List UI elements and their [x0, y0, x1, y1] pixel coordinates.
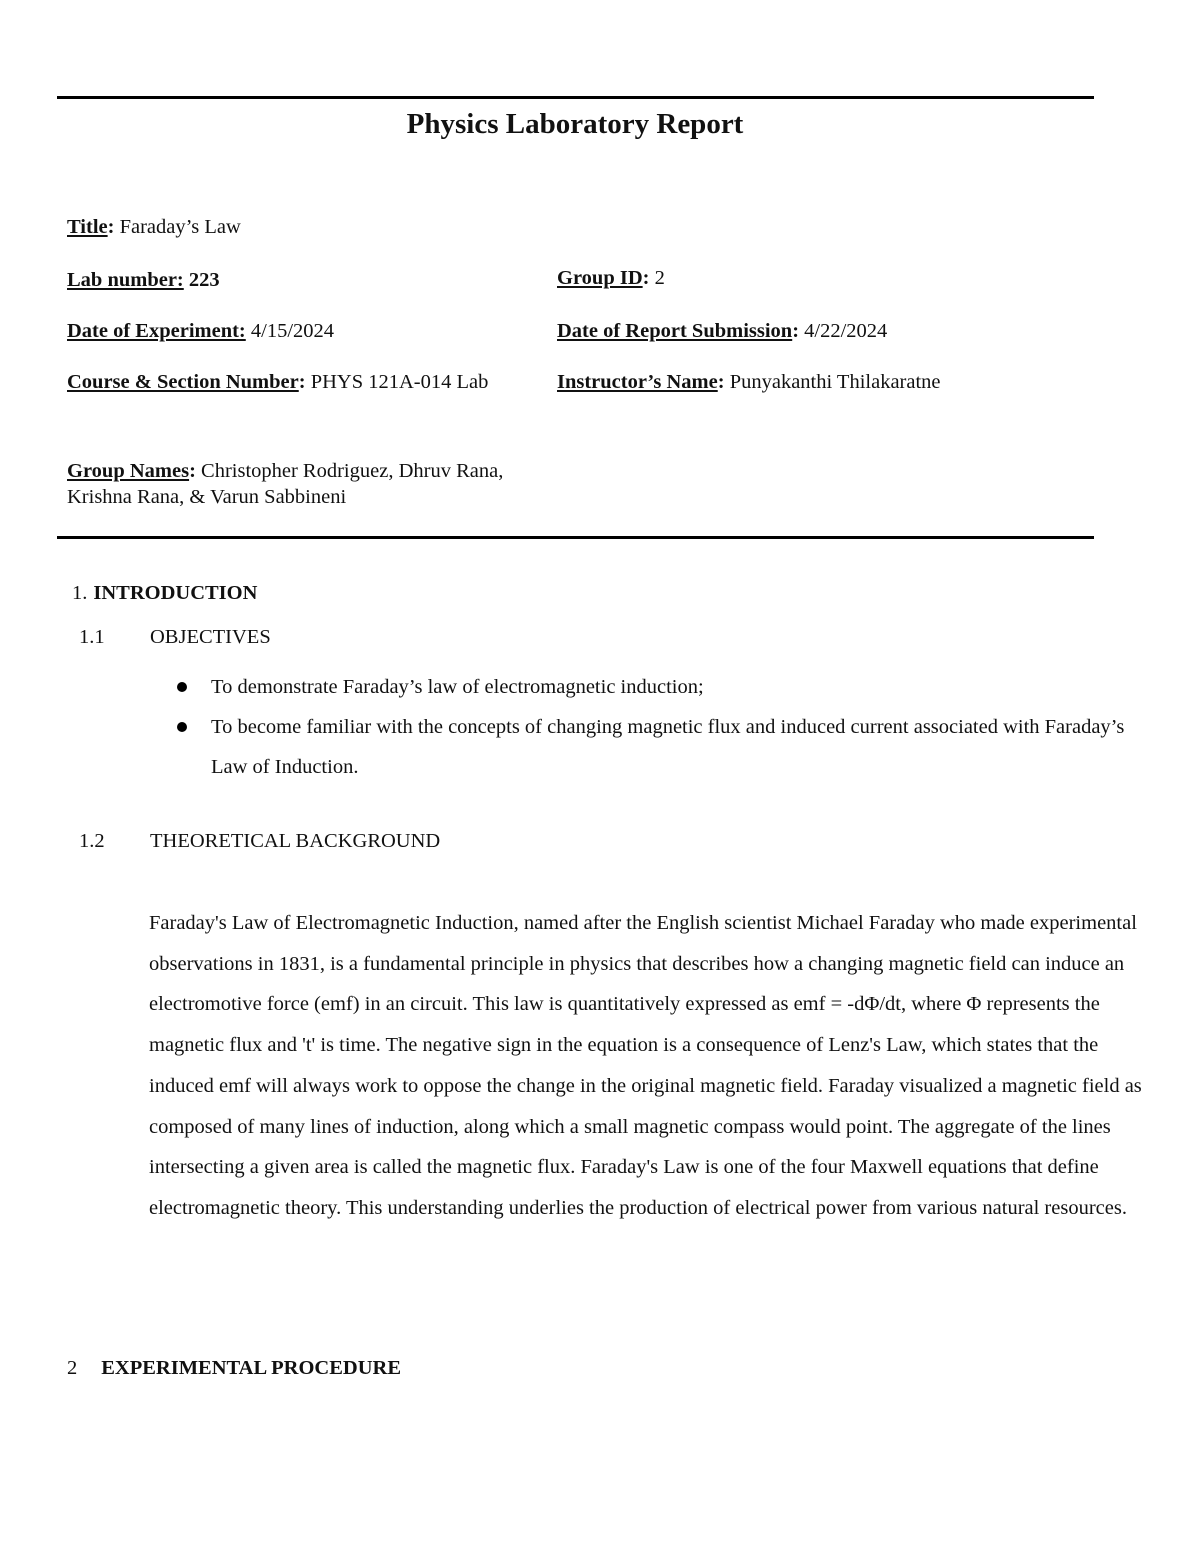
section-procedure-heading [67, 1357, 401, 1380]
background-paragraph: Faraday's Law of Electromagnetic Induction, named after the English scientist Michael Faraday who made experimental observations in 1831, is a fundamental principle in physics that describes how a changing magnetic field can induce an electromotive force (emf) in an circuit. This law is quantitatively expressed as emf = -dΦ/dt, where Φ represents the magnetic flux and 't' is time. The negative sign in the equation is a consequence of Lenz's Law, which states that the induced emf will always work to oppose the change in the original magnetic field. Faraday visualized a magnetic field as composed of many lines of induction, along which a small magnetic compass would point. The aggregate of the lines intersecting a given area is called the magnetic flux. Faraday's Law is one of the four Maxwell equations that define electromagnetic theory. This understanding underlies the production of electrical power from various natural resources. [149, 912, 1142, 1219]
subsection-number: 1.2 [79, 830, 105, 852]
field-date-submission-value: 4/22/2024 [804, 320, 888, 342]
field-title-value: Faraday’s Law [119, 216, 241, 238]
field-instructor: Instructor’s Name: Punyakanthi Thilakaratne [557, 371, 941, 393]
field-group-id: Group ID: 2 [557, 267, 665, 289]
field-date-experiment-label: Date of Experiment: [67, 320, 246, 342]
list-item-text: To become familiar with the concepts of changing magnetic flux and induced current associated with Faraday’s Law of Induction. [211, 716, 1125, 778]
bullet-icon [177, 682, 187, 692]
field-lab-number-value: 223 [188, 269, 220, 291]
field-group-id-value: 2 [654, 267, 665, 289]
field-instructor-label: Instructor’s Name [557, 371, 718, 393]
section-number: 2 [67, 1357, 78, 1379]
section-number: 1. [72, 582, 88, 604]
subsection-number: 1.1 [79, 626, 105, 648]
field-group-id-label: Group ID [557, 267, 643, 289]
field-title-label: Title [67, 216, 108, 238]
report-title: Physics Laboratory Report [406, 108, 744, 140]
list-item-text: To demonstrate Faraday’s law of electromagnetic induction; [211, 676, 704, 698]
subsection-objectives-heading [79, 626, 271, 649]
field-title: Title: Faraday’s Law [67, 216, 241, 238]
field-date-submission-label: Date of Report Submission [557, 320, 793, 342]
objectives-list [175, 667, 1135, 787]
field-group-names-value: Christopher Rodriguez, Dhruv Rana, Krishna Rana, & Varun Sabbineni [67, 460, 504, 508]
field-date-submission: Date of Report Submission: 4/22/2024 [557, 320, 888, 342]
header-bottom-rule [57, 536, 1094, 539]
section-title: EXPERIMENTAL PROCEDURE [101, 1357, 401, 1379]
subsection-title: OBJECTIVES [150, 626, 271, 648]
subsection-title: THEORETICAL BACKGROUND [150, 830, 441, 852]
field-group-names-label: Group Names [67, 460, 190, 482]
field-instructor-value: Punyakanthi Thilakaratne [729, 371, 941, 393]
field-lab-number [67, 267, 220, 293]
field-course-label: Course & Section Number [67, 371, 299, 393]
list-item [175, 707, 1135, 787]
field-lab-number-label: Lab number: [67, 269, 184, 291]
field-date-experiment-value: 4/15/2024 [250, 320, 335, 342]
field-group-names: Group Names: Christopher Rodriguez, Dhruv Rana, Krishna Rana, & Varun Sabbineni [67, 460, 504, 508]
field-course-value: PHYS 121A-014 Lab [310, 371, 489, 393]
subsection-background-heading [79, 830, 440, 853]
bullet-icon [177, 722, 187, 732]
section-introduction-heading [72, 582, 257, 605]
header-top-rule [57, 96, 1094, 99]
list-item [175, 667, 1135, 707]
section-title: INTRODUCTION [93, 582, 258, 604]
field-date-experiment [67, 318, 334, 344]
field-course: Course & Section Number: PHYS 121A-014 Lab [67, 371, 489, 393]
